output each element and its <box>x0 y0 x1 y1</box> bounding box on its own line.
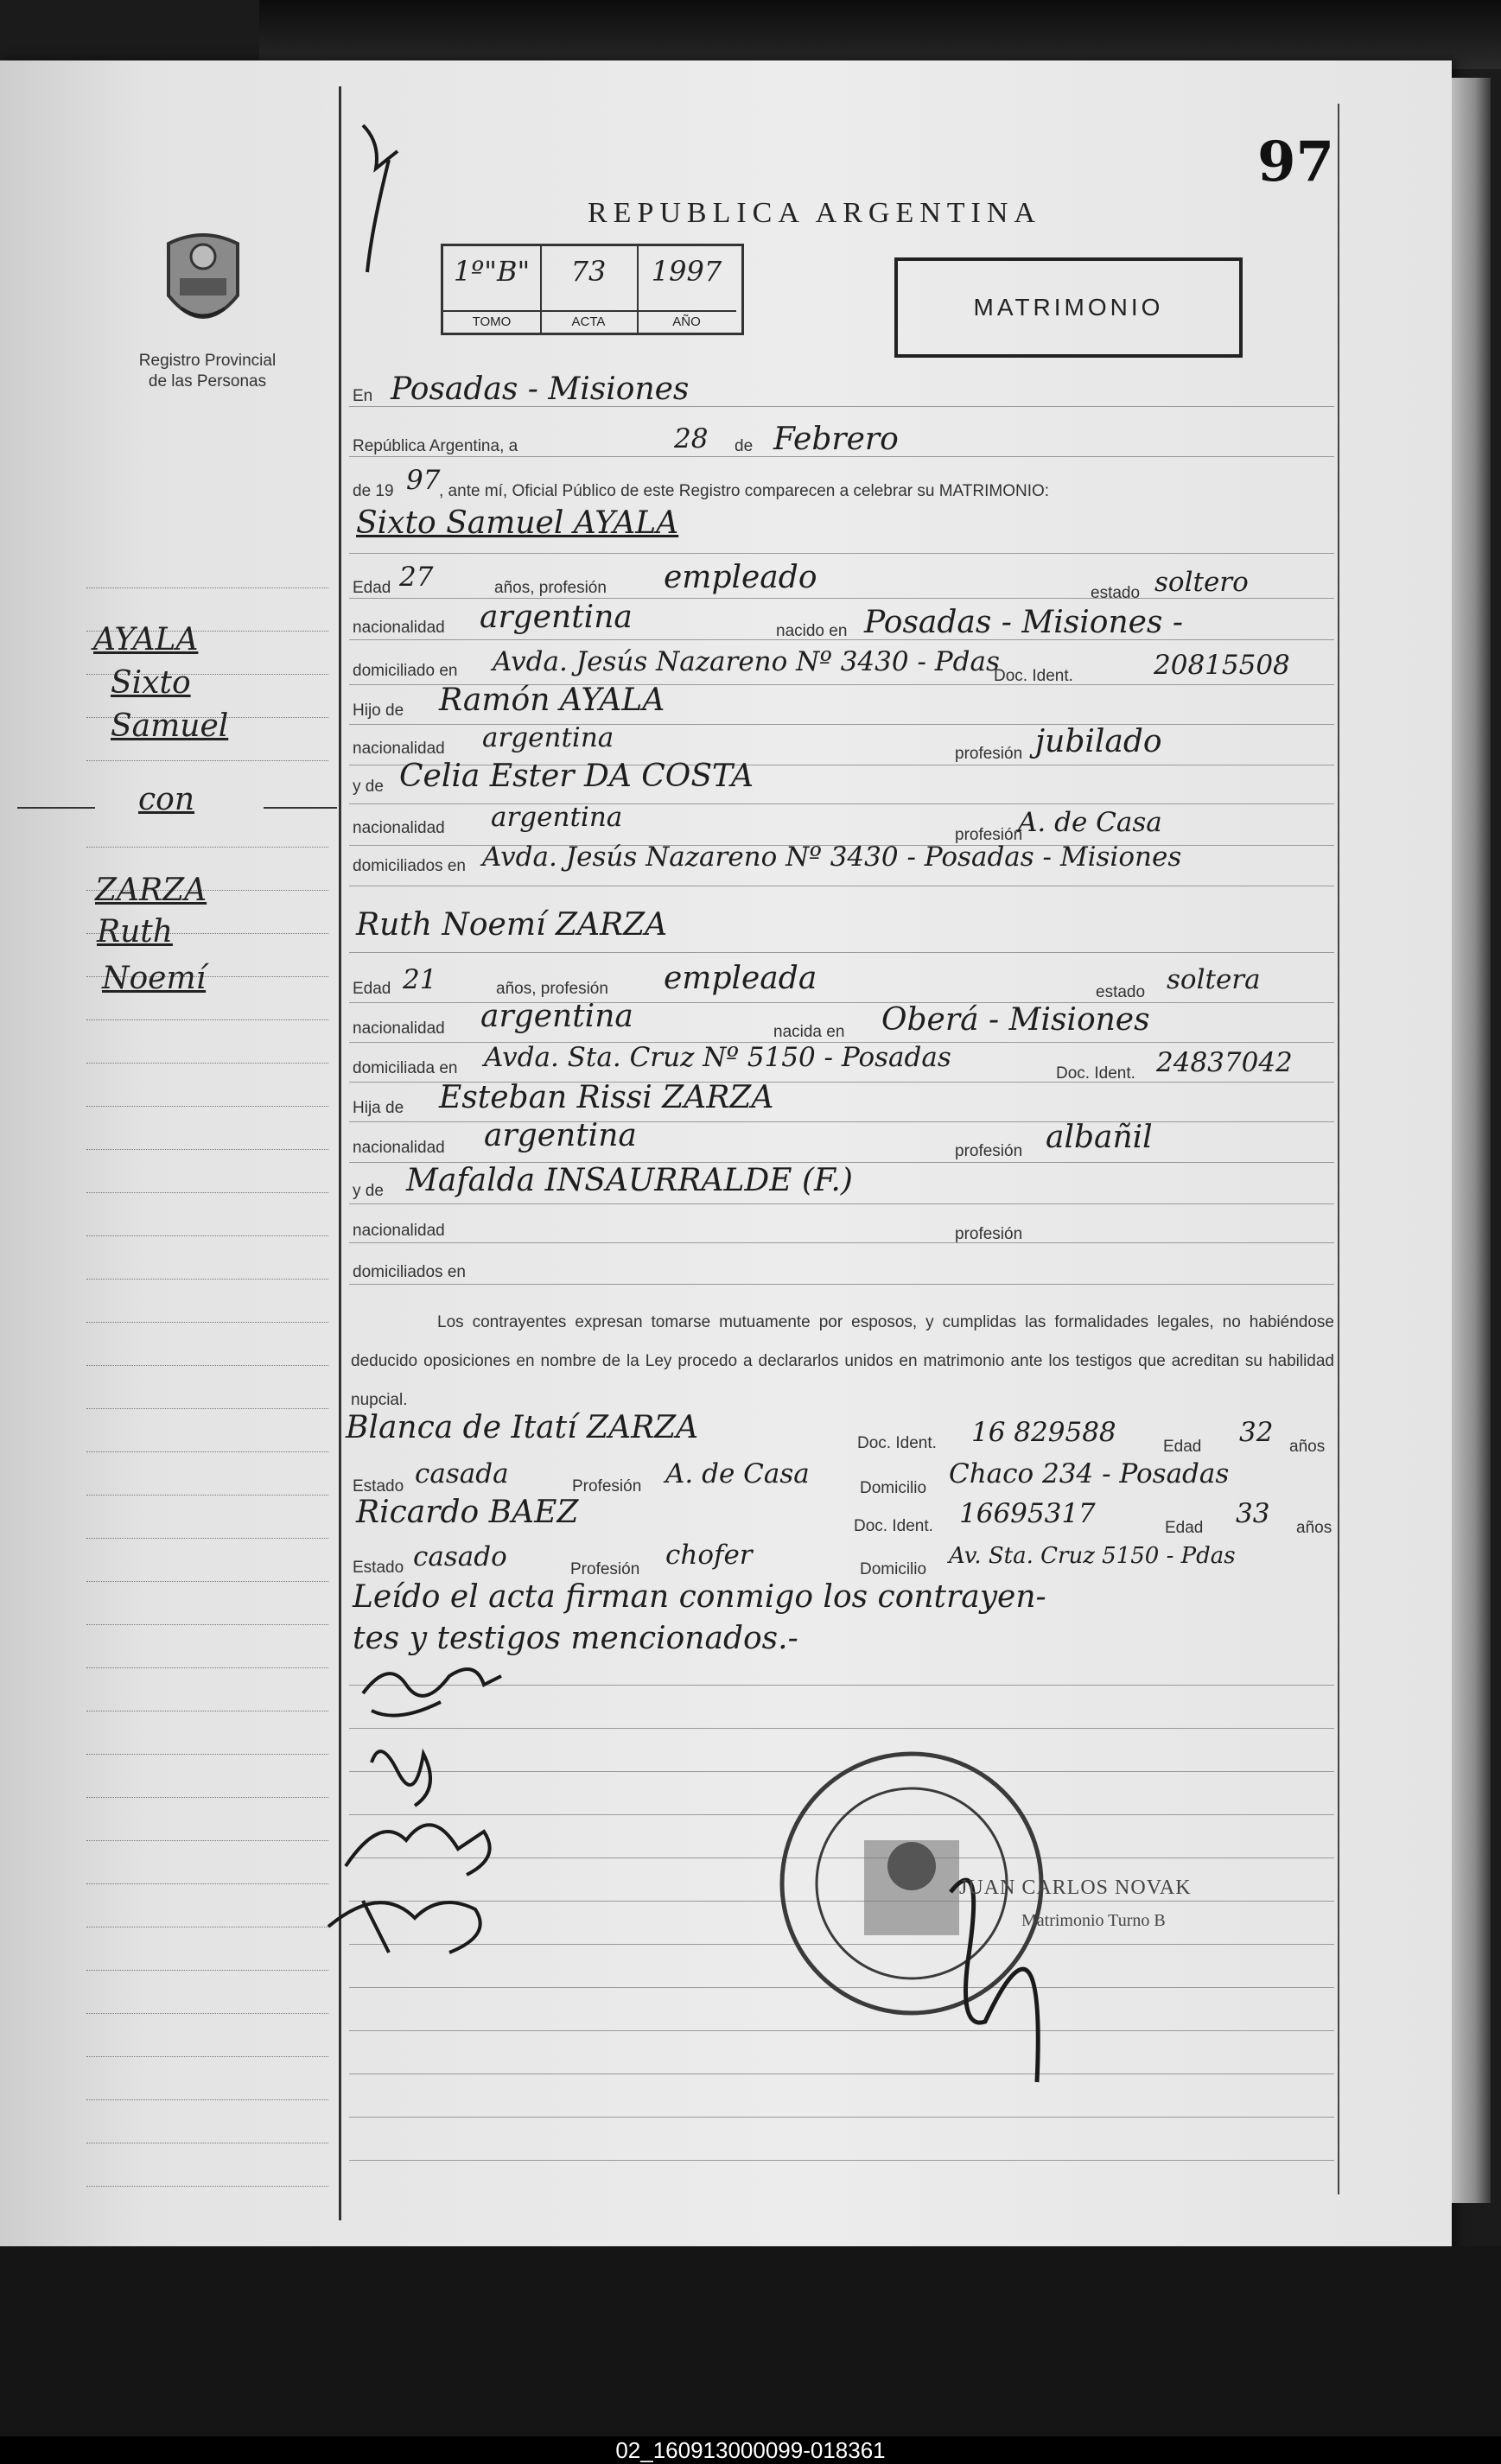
margin-rule <box>86 1797 328 1799</box>
groom-name: Sixto Samuel AYALA <box>356 505 679 541</box>
witness2-status: casado <box>413 1541 507 1572</box>
margin-bride-surname: ZARZA <box>95 873 207 908</box>
witness1-age: 32 <box>1239 1417 1274 1448</box>
margin-rule <box>86 1754 328 1756</box>
margin-rule <box>86 587 328 589</box>
tomo-label: TOMO <box>443 310 540 333</box>
margin-rule <box>86 1840 328 1842</box>
signatures-group <box>311 1642 536 1987</box>
registry-line-1: Registro Provincial <box>138 352 277 370</box>
margin-groom-given-2: Samuel <box>111 708 229 744</box>
bride-nationality: argentina <box>480 999 633 1034</box>
acta-value: 73 <box>570 255 607 288</box>
bride-father: Esteban Rissi ZARZA <box>439 1080 774 1115</box>
witness2-doc-label: Doc. Ident. <box>854 1517 933 1535</box>
witness2-age: 33 <box>1236 1498 1270 1529</box>
groom-address: Avda. Jesús Nazareno Nº 3430 - Pdas <box>493 646 1000 677</box>
margin-rule <box>86 2143 328 2144</box>
place-value: Posadas - Misiones <box>391 372 690 407</box>
margin-bride-given-1: Ruth <box>97 914 173 949</box>
margin-rule <box>86 1063 328 1064</box>
official-name: JUAN CARLOS NOVAK <box>959 1877 1192 1899</box>
bride-address-label: domiciliada en <box>353 1059 458 1077</box>
witness2-years-label: años <box>1296 1519 1332 1537</box>
margin-rule <box>86 1451 328 1453</box>
margin-rule <box>86 847 328 848</box>
bride-father-nationality-label: nacionalidad <box>353 1139 445 1157</box>
body-rule <box>349 1242 1334 1244</box>
groom-parents-address-label: domiciliados en <box>353 857 466 875</box>
register-page <box>0 60 1452 2432</box>
margin-rule <box>86 1019 328 1021</box>
bride-mother: Mafalda INSAURRALDE (F.) <box>406 1163 853 1198</box>
bride-birthplace-label: nacida en <box>773 1023 845 1041</box>
groom-doc: 20815508 <box>1154 650 1290 681</box>
margin-rule <box>86 1149 328 1151</box>
groom-father-profession: jubilado <box>1035 724 1162 759</box>
provincial-crest-icon <box>156 226 251 339</box>
witness1-age-label: Edad <box>1163 1438 1202 1456</box>
bride-status-label: estado <box>1096 983 1146 1001</box>
witness1-profession-label: Profesión <box>572 1477 642 1496</box>
republica-label: República Argentina, a <box>353 437 518 455</box>
groom-status: soltero <box>1154 567 1249 598</box>
margin-rule <box>86 1322 328 1324</box>
groom-age-label: Edad <box>353 579 391 597</box>
witness1-years-label: años <box>1289 1438 1326 1456</box>
bride-profession-label: años, profesión <box>496 980 608 998</box>
margin-rule <box>86 1883 328 1885</box>
acta-cell <box>540 246 639 333</box>
groom-age: 27 <box>399 562 434 593</box>
act-type-box: MATRIMONIO <box>894 257 1243 358</box>
groom-father-nationality-label: nacionalidad <box>353 740 445 758</box>
bride-age: 21 <box>403 964 437 995</box>
en-label: En <box>353 387 373 405</box>
margin-rule <box>86 1106 328 1108</box>
witness1-doc: 16 829588 <box>971 1417 1116 1448</box>
margin-rule <box>86 1711 328 1712</box>
bride-name: Ruth Noemí ZARZA <box>356 907 668 943</box>
closing-line-2: tes y testigos mencionados.- <box>353 1621 798 1656</box>
margin-rule <box>86 1192 328 1194</box>
bride-doc-label: Doc. Ident. <box>1056 1064 1135 1083</box>
groom-mother-nationality-label: nacionalidad <box>353 819 445 837</box>
body-rule <box>349 553 1334 555</box>
registry-line-2: de las Personas <box>148 372 267 391</box>
witness2-age-label: Edad <box>1165 1519 1204 1537</box>
margin-rule <box>86 1495 328 1496</box>
groom-father-label: Hijo de <box>353 702 404 720</box>
signature-bride <box>372 1751 430 1806</box>
page-stack-edge <box>1452 78 1491 2203</box>
signature-groom <box>363 1669 501 1716</box>
witness1-status-label: Estado <box>353 1477 404 1496</box>
year-prefix: de 19 <box>353 482 394 500</box>
groom-address-label: domiciliado en <box>353 662 458 680</box>
groom-nationality: argentina <box>480 600 633 635</box>
book-top-edge <box>259 0 1501 69</box>
groom-mother-nationality: argentina <box>491 802 623 833</box>
witness2-address-label: Domicilio <box>860 1560 927 1578</box>
margin-rule <box>86 1581 328 1583</box>
margin-rule <box>86 1927 328 1928</box>
reference-table <box>441 244 744 335</box>
margin-rule <box>86 1667 328 1669</box>
bride-address: Avda. Sta. Cruz Nº 5150 - Posadas <box>484 1042 951 1073</box>
margin-rule <box>86 1279 328 1280</box>
body-rule <box>349 952 1334 954</box>
registry-label <box>104 351 311 392</box>
file-id: 02_160913000099-018361 <box>0 2436 1501 2464</box>
bride-age-label: Edad <box>353 980 391 998</box>
groom-birthplace: Posadas - Misiones - <box>864 605 1184 640</box>
witness2-doc: 16695317 <box>959 1498 1096 1529</box>
day-value: 28 <box>674 423 709 454</box>
year-value: 97 <box>406 465 441 496</box>
groom-mother-profession: A. de Casa <box>1018 807 1162 838</box>
statement-text: , ante mí, Oficial Público de este Registro comparecen a celebrar su MATRIMONIO: <box>439 482 1050 500</box>
bride-father-nationality: argentina <box>484 1118 637 1153</box>
margin-rule <box>86 1624 328 1626</box>
margin-groom-surname: AYALA <box>93 622 199 657</box>
right-border-line <box>1338 104 1339 2194</box>
witness2-name: Ricardo BAEZ <box>356 1495 579 1530</box>
de-label: de <box>735 437 754 455</box>
body-rule <box>349 1203 1334 1205</box>
groom-father: Ramón AYALA <box>439 683 665 718</box>
bride-mother-nationality-label: nacionalidad <box>353 1222 445 1240</box>
groom-nationality-label: nacionalidad <box>353 619 445 637</box>
groom-profession-label: años, profesión <box>494 579 607 597</box>
margin-rule <box>86 1365 328 1367</box>
bride-father-profession: albañil <box>1046 1120 1153 1155</box>
margin-rule-right <box>264 807 337 809</box>
ano-cell <box>637 246 736 333</box>
ano-label: AÑO <box>637 310 736 333</box>
bride-father-profession-label: profesión <box>955 1142 1023 1160</box>
margin-rule <box>86 760 328 762</box>
body-rule <box>349 2117 1334 2118</box>
bride-parents-address-label: domiciliados en <box>353 1263 466 1281</box>
witness2-status-label: Estado <box>353 1559 404 1577</box>
groom-doc-label: Doc. Ident. <box>994 667 1073 685</box>
groom-mother-profession-label: profesión <box>955 826 1023 844</box>
witness2-profession-label: Profesión <box>570 1560 640 1578</box>
groom-father-nationality: argentina <box>482 722 614 753</box>
signature-witness2 <box>328 1901 480 1953</box>
witness2-address: Av. Sta. Cruz 5150 - Pdas <box>949 1543 1236 1569</box>
groom-birthplace-label: nacido en <box>776 622 848 640</box>
witness1-address: Chaco 234 - Posadas <box>949 1458 1230 1489</box>
groom-mother: Celia Ester DA COSTA <box>399 759 754 794</box>
handwritten-mark-icon <box>354 108 415 281</box>
acta-label: ACTA <box>540 310 637 333</box>
bride-mother-label: y de <box>353 1182 384 1200</box>
official-title: Matrimonio Turno B <box>1021 1911 1166 1930</box>
witness1-status: casada <box>415 1458 509 1489</box>
closing-line-1: Leído el acta firman conmigo los contrayen- <box>353 1579 1046 1615</box>
margin-rule <box>86 1970 328 1972</box>
bride-birthplace: Oberá - Misiones <box>881 1002 1150 1038</box>
margin-bride-given-2: Noemí <box>102 961 207 996</box>
tomo-value: 1º"B" <box>453 255 531 288</box>
witness1-doc-label: Doc. Ident. <box>857 1434 937 1452</box>
margin-rule <box>86 2186 328 2188</box>
margin-rule <box>86 1408 328 1410</box>
groom-profession: empleado <box>664 560 817 595</box>
signature-witness1 <box>346 1825 490 1875</box>
scan-bottom-strip <box>0 2246 1501 2436</box>
body-rule <box>349 1284 1334 1286</box>
groom-mother-label: y de <box>353 778 384 796</box>
witness2-profession: chofer <box>665 1540 753 1571</box>
margin-rule <box>86 2056 328 2058</box>
page-number: 97 <box>1257 130 1335 194</box>
margin-rule <box>86 1538 328 1540</box>
bride-status: soltera <box>1167 964 1261 995</box>
bride-nationality-label: nacionalidad <box>353 1019 445 1038</box>
witness1-address-label: Domicilio <box>860 1479 927 1497</box>
bride-doc: 24837042 <box>1156 1047 1293 1078</box>
groom-father-profession-label: profesión <box>955 745 1023 763</box>
ano-value: 1997 <box>651 255 722 288</box>
groom-parents-address: Avda. Jesús Nazareno Nº 3430 - Posadas - Misiones <box>482 841 1182 873</box>
margin-groom-given-1: Sixto <box>111 665 191 701</box>
bride-mother-profession-label: profesión <box>955 1225 1023 1243</box>
witness1-name: Blanca de Itatí ZARZA <box>346 1410 699 1445</box>
margin-rule <box>86 1235 328 1237</box>
margin-rule <box>86 2013 328 2015</box>
witness1-profession: A. de Casa <box>665 1458 810 1489</box>
margin-rule <box>86 2099 328 2101</box>
country-heading: REPUBLICA ARGENTINA <box>588 197 1041 229</box>
margin-rule-left <box>17 807 95 809</box>
margin-connector: con <box>138 782 195 817</box>
bride-father-label: Hija de <box>353 1099 404 1117</box>
groom-status-label: estado <box>1091 584 1141 602</box>
declaration-paragraph: Los contrayentes expresan tomarse mutuamente por esposos, y cumplidas las formalidades legales, no habiéndose deducido oposiciones en nombre de la Ley procedo a declararlos unidos en matrimonio ante los testigos que acreditan su habilidad nupcial. <box>351 1313 1334 1409</box>
bride-profession: empleada <box>664 961 817 996</box>
body-rule <box>349 886 1334 887</box>
body-rule <box>349 2160 1334 2162</box>
month-value: Febrero <box>773 422 899 457</box>
tomo-cell <box>443 246 542 333</box>
